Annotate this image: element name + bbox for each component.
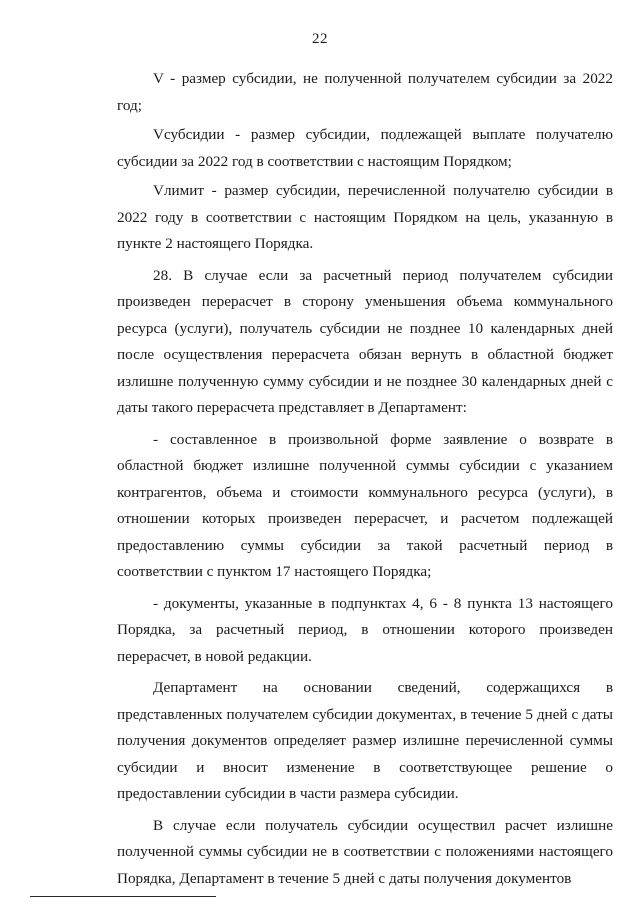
page-number: 22 (312, 31, 328, 47)
paragraph-department-decision: Департамент на основании сведений, содержащихся в представленных получателем субсидии документах, в течение 5 дней с даты получения документов определяет размер излишне перечисленной суммы субсидии и вносит изменение в соответствующее решение о предоставлении субсидии в части размера субсидии. (117, 679, 613, 802)
footer-divider (30, 896, 216, 897)
paragraph-list-item-documents: - документы, указанные в подпунктах 4, 6 - 8 пункта 13 настоящего Порядка, за расчетный период, в отношении которого произведен перерасчет, в новой редакции. (117, 594, 613, 665)
paragraph-v-definition: V - размер субсидии, не полученной получателем субсидии за 2022 год; (117, 70, 613, 114)
paragraph-vsubsidy-definition: Vсубсидии - размер субсидии, подлежащей выплате получателю субсидии за 2022 год в соответствии с настоящим Порядком; (117, 126, 613, 170)
paragraph-incorrect-calculation: В случае если получатель субсидии осуществил расчет излишне полученной суммы субсидии не в соответствии с положениями настоящего Порядка, Департамент в течение 5 дней с даты получения документов (117, 816, 613, 887)
paragraph-list-item-application: - составленное в произвольной форме заявление о возврате в областной бюджет излишне полученной суммы субсидии с указанием контрагентов, объема и стоимости коммунального ресурса (услуги), в отношении которых произведен перерасчет, и расчетом подлежащей предоставлению суммы субсидии за такой расчетный период в соответствии с пунктом 17 настоящего Порядка; (117, 430, 613, 580)
paragraph-vlimit-definition: Vлимит - размер субсидии, перечисленной получателю субсидии в 2022 году в соответствии с настоящим Порядком на цель, указанную в пункте 2 настоящего Порядка. (117, 182, 613, 252)
document-body (117, 66, 613, 897)
paragraph-clause-28: 28. В случае если за расчетный период получателем субсидии произведен перерасчет в сторону уменьшения объема коммунального ресурса (услуги), получатель субсидии не позднее 10 календарных дней после осуществления перерасчета обязан вернуть в областной бюджет излишне полученную сумму субсидии и не позднее 30 календарных дней с даты такого перерасчета представляет в Департамент: (117, 266, 613, 416)
